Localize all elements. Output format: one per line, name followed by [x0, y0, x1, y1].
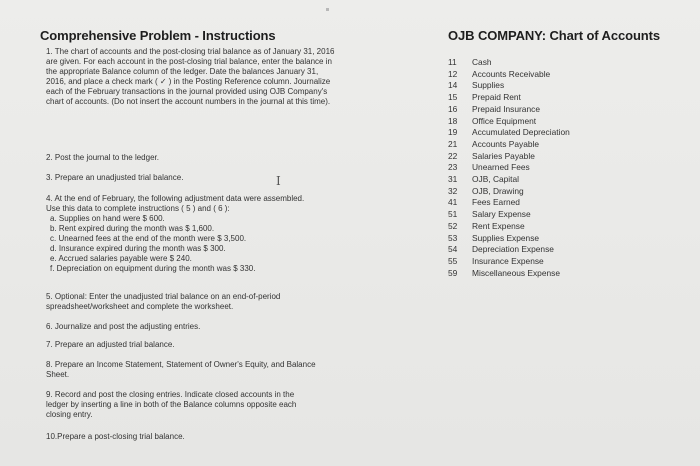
instruction-5: 5. Optional: Enter the unadjusted trial balance on an end-of-period spreadsheet/worksheet and complete the worksheet. — [46, 292, 281, 311]
account-row — [448, 221, 570, 233]
account-name: Insurance Expense — [472, 255, 544, 266]
account-name: OJB, Drawing — [472, 185, 524, 196]
account-row — [448, 233, 570, 245]
account-number: 16 — [448, 103, 458, 114]
account-row — [448, 92, 570, 104]
instruction-6: 6. Journalize and post the adjusting entries. — [46, 322, 201, 331]
account-number: 53 — [448, 232, 458, 243]
account-row — [448, 162, 570, 174]
account-name: Salary Expense — [472, 209, 531, 220]
instruction-4-sub-a: a. Supplies on hand were $ 600. — [50, 214, 165, 223]
instruction-3: 3. Prepare an unadjusted trial balance. — [46, 173, 184, 182]
text-cursor-icon: I — [276, 174, 281, 188]
instruction-8: 8. Prepare an Income Statement, Statement of Owner's Equity, and Balance Sheet. — [46, 360, 316, 379]
account-name: Fees Earned — [472, 197, 520, 208]
account-number: 15 — [448, 92, 458, 103]
instruction-10: 10.Prepare a post-closing trial balance. — [46, 432, 185, 441]
account-name: Supplies Expense — [472, 232, 540, 243]
account-name: OJB, Capital — [472, 174, 520, 185]
top-mark — [326, 8, 329, 11]
account-name: Prepaid Rent — [472, 92, 521, 103]
account-number: 54 — [448, 244, 458, 255]
account-number: 31 — [448, 174, 458, 185]
account-number: 11 — [448, 57, 457, 67]
instruction-2: 2. Post the journal to the ledger. — [46, 153, 159, 162]
account-row — [448, 186, 570, 198]
instruction-7: 7. Prepare an adjusted trial balance. — [46, 340, 175, 349]
account-row — [448, 209, 570, 221]
account-number: 55 — [448, 255, 458, 266]
instruction-4-sub-f: f. Depreciation on equipment during the month was $ 330. — [50, 264, 256, 273]
account-row — [448, 197, 570, 209]
account-row — [448, 139, 570, 151]
chart-of-accounts-title: OJB COMPANY: Chart of Accounts — [448, 28, 660, 43]
account-number: 18 — [448, 115, 458, 126]
account-row — [448, 116, 570, 128]
account-row — [448, 80, 570, 92]
accounts-list — [448, 57, 570, 279]
account-row — [448, 57, 570, 69]
instruction-4 — [46, 194, 316, 274]
instruction-4-sub-e: e. Accrued salaries payable were $ 240. — [50, 254, 192, 263]
account-number: 12 — [448, 68, 458, 79]
account-row — [448, 174, 570, 186]
instruction-4-sub-b: b. Rent expired during the month was $ 1,600. — [50, 224, 215, 233]
account-row — [448, 268, 570, 280]
account-number: 22 — [448, 150, 458, 161]
account-number: 51 — [448, 209, 458, 220]
account-row — [448, 151, 570, 163]
instruction-1: 1. The chart of accounts and the post-closing trial balance as of January 31, 2016 are given. For each account in the post-closing trial balance, enter the balance in the appropriate Balance column of the ledger. Date the balances January 31, 2016, and place a check mark ( ✓ ) in the Posting Reference column. Journalize each of the February transactions in the journal provided using OJB Company's chart of accounts. (Do not insert the account numbers in the journal at this time). — [46, 47, 335, 106]
account-number: 59 — [448, 267, 458, 278]
account-name: Prepaid Insurance — [472, 103, 540, 114]
instruction-9: 9. Record and post the closing entries. Indicate closed accounts in the ledger by inserting a line in both of the Balance columns opposite each closing entry. — [46, 390, 297, 419]
account-name: Accounts Payable — [472, 138, 540, 149]
account-row — [448, 104, 570, 116]
instruction-4-sub-d: d. Insurance expired during the month was $ 300. — [50, 244, 226, 253]
instructions-title: Comprehensive Problem - Instructions — [40, 28, 276, 43]
account-name: Unearned Fees — [472, 162, 530, 173]
account-name: Office Equipment — [472, 115, 537, 126]
account-row — [448, 127, 570, 139]
account-name: Depreciation Expense — [472, 244, 554, 255]
account-name: Accounts Receivable — [472, 68, 551, 79]
account-number: 21 — [448, 138, 458, 149]
account-number: 32 — [448, 185, 458, 196]
account-row — [448, 69, 570, 81]
account-name: Miscellaneous Expense — [472, 267, 560, 278]
account-name: Cash — [472, 57, 492, 67]
instruction-4-sub-c: c. Unearned fees at the end of the month were $ 3,500. — [50, 234, 247, 243]
account-name: Salaries Payable — [472, 150, 535, 161]
account-name: Supplies — [472, 80, 505, 91]
instructions-panel — [40, 28, 340, 441]
chart-of-accounts-panel — [448, 28, 693, 278]
account-number: 52 — [448, 220, 458, 231]
account-number: 14 — [448, 80, 458, 91]
account-number: 19 — [448, 127, 458, 138]
account-name: Accumulated Depreciation — [472, 127, 570, 138]
account-name: Rent Expense — [472, 220, 525, 231]
account-number: 23 — [448, 162, 458, 173]
account-number: 41 — [448, 197, 458, 208]
instruction-4-intro: 4. At the end of February, the following adjustment data were assembled. Use this data to complete instructions ( 5 ) and ( 6 ): — [46, 194, 305, 213]
account-row — [448, 244, 570, 256]
account-row — [448, 256, 570, 268]
